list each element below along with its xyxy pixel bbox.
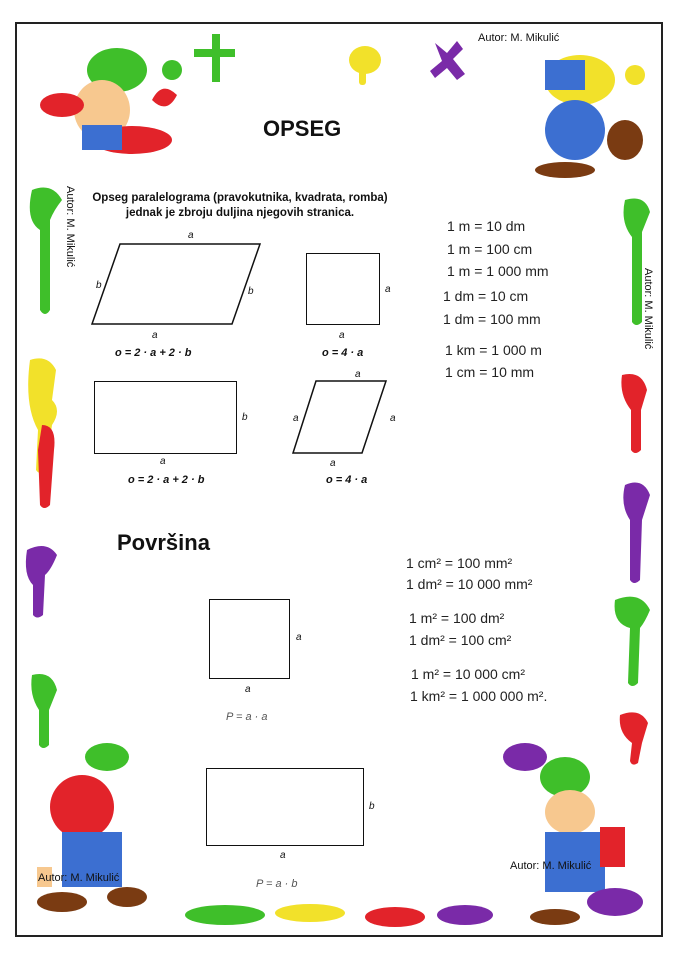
povrsina-square-right-label: a: [296, 632, 302, 643]
conversion-line: 1 km = 1 000 m: [445, 342, 542, 358]
povrsina-rectangle-right-label: b: [369, 801, 375, 812]
painter-top-left-illustration: [22, 30, 192, 160]
area-conversion-line: 1 dm² = 100 cm²: [409, 632, 512, 648]
parallelogram-shape: [88, 238, 268, 330]
area-conversion-line: 1 dm² = 10 000 mm²: [406, 576, 533, 592]
povrsina-square-bottom-label: a: [245, 684, 251, 695]
conversion-line: 1 m = 1 000 mm: [447, 263, 549, 279]
author-bottom-right: Autor: M. Mikulić: [510, 860, 592, 872]
opseg-intro-line2: jednak je zbroju duljina njegovih stranica.: [125, 207, 355, 219]
conversion-line: 1 cm = 10 mm: [445, 364, 535, 380]
povrsina-rectangle-shape: [206, 768, 364, 846]
opseg-rectangle-shape: [94, 381, 237, 454]
opseg-rectangle-right-label: b: [242, 412, 248, 423]
purple-splash: [430, 38, 470, 83]
yellow-splash: [345, 42, 385, 87]
author-bottom-left: Autor: M. Mikulić: [38, 872, 120, 884]
parallelogram-formula: o = 2 · a + 2 · b: [115, 347, 192, 359]
bottom-paint-puddles: [165, 895, 505, 935]
povrsina-square-formula: P = a · a: [226, 711, 268, 723]
area-conversion-line: 1 km² = 1 000 000 m².: [410, 688, 548, 704]
conversion-line: 1 dm = 100 mm: [443, 311, 541, 327]
opseg-square-shape: [306, 253, 380, 325]
opseg-intro-line1: Opseg paralelograma (pravokutnika, kvadrata, romba): [92, 192, 388, 204]
opseg-rectangle-bottom-label: a: [160, 456, 166, 467]
povrsina-square-shape: [209, 599, 290, 679]
painter-bottom-left-illustration: [32, 732, 167, 932]
green-splash: [192, 34, 237, 84]
opseg-intro: [80, 191, 400, 221]
parallelogram-top-label: a: [188, 230, 194, 241]
painter-bottom-right-illustration: [495, 732, 655, 932]
rhombus-shape: [290, 378, 390, 458]
povrsina-rectangle-bottom-label: a: [280, 850, 286, 861]
opseg-rectangle-formula: o = 2 · a + 2 · b: [128, 474, 205, 486]
area-conversion-line: 1 cm² = 100 mm²: [406, 555, 513, 571]
opseg-square-formula: o = 4 · a: [322, 347, 364, 359]
opseg-square-right-label: a: [385, 284, 391, 295]
parallelogram-right-label: b: [248, 286, 254, 297]
author-left-vertical: Autor: M. Mikulić: [64, 186, 76, 268]
area-conversion-line: 1 m² = 10 000 cm²: [411, 666, 525, 682]
povrsina-title: Površina: [117, 530, 210, 555]
rhombus-left-label: a: [293, 413, 299, 424]
opseg-title: OPSEG: [263, 116, 342, 141]
conversion-line: 1 dm = 10 cm: [443, 288, 529, 304]
area-conversion-line: 1 m² = 100 dm²: [409, 610, 505, 626]
rhombus-right-label: a: [390, 413, 396, 424]
rhombus-top-label: a: [355, 369, 361, 380]
povrsina-rectangle-formula: P = a · b: [256, 878, 298, 890]
author-top-right: Autor: M. Mikulić: [478, 32, 560, 44]
rhombus-formula: o = 4 · a: [326, 474, 368, 486]
conversion-line: 1 m = 10 dm: [447, 218, 526, 234]
opseg-square-bottom-label: a: [339, 330, 345, 341]
painter-top-right-illustration: [505, 30, 655, 180]
author-right-vertical: Autor: M. Mikulić: [642, 268, 654, 350]
conversion-line: 1 m = 100 cm: [447, 241, 533, 257]
parallelogram-bottom-label: a: [152, 330, 158, 341]
rhombus-bottom-label: a: [330, 458, 336, 469]
parallelogram-left-label: b: [96, 280, 102, 291]
